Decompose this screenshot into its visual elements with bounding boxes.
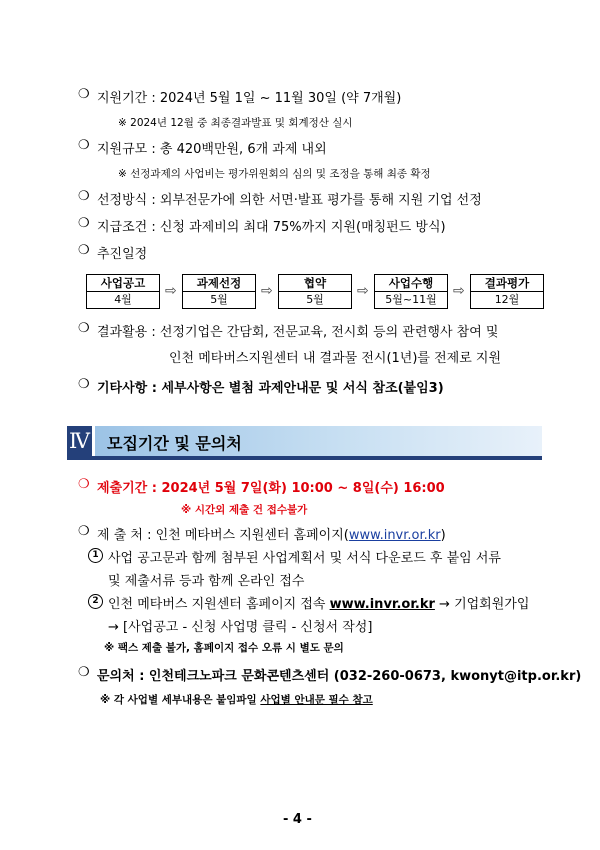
step2-line1: [108, 593, 529, 612]
bullet-icon: ❍: [78, 243, 90, 258]
submission-deadline: 제출기간 : 2024년 5월 7일(화) 10:00 ~ 8일(수) 16:00: [97, 481, 445, 496]
schedule-step-title: 협약: [279, 275, 351, 292]
step1-number: [88, 547, 103, 563]
circled-number: 2: [88, 594, 103, 609]
step1-line2: 및 제출서류 등과 함께 온라인 접수: [108, 574, 305, 589]
arrow-right-icon: ⇨: [453, 283, 465, 299]
submission-place-close: ): [440, 528, 446, 543]
schedule-step: [182, 274, 256, 309]
schedule-label: 추진일정: [97, 247, 148, 262]
arrow-right-icon: ⇨: [357, 283, 369, 299]
support-period-note: ※ 2024년 12월 중 최종결과발표 및 회계정산 실시: [118, 117, 353, 129]
schedule-step: [86, 274, 160, 309]
result-usage-line2: 인천 메타버스지원센터 내 결과물 전시(1년)를 전제로 지원: [169, 351, 502, 366]
support-period: 지원기간 : 2024년 5월 1일 ~ 11월 30일 (약 7개월): [97, 91, 402, 106]
payment-condition: 지급조건 : 신청 과제비의 최대 75%까지 지원(매칭펀드 방식): [97, 220, 446, 235]
final-note: [100, 692, 373, 707]
bullet-icon: ❍: [78, 189, 90, 204]
bullet-icon: ❍: [78, 477, 90, 492]
support-scale-note: ※ 선정과제의 사업비는 평가위원회의 심의 및 조정을 통해 최종 확정: [118, 168, 431, 180]
submission-place-text: 제 출 처 : 인천 메타버스 지원센터 홈페이지(: [97, 528, 349, 543]
bullet-icon: ❍: [78, 665, 90, 680]
circled-number: 1: [88, 548, 103, 563]
schedule-step: [470, 274, 544, 309]
step1-line1: 사업 공고문과 함께 첨부된 사업계획서 및 서식 다운로드 후 붙임 서류: [108, 551, 501, 566]
step2-text: 인천 메타버스 지원센터 홈페이지 접속: [108, 597, 330, 612]
schedule-step-title: 결과평가: [471, 275, 543, 292]
step2-line2: → [사업공고 - 신청 사업명 클릭 - 신청서 작성]: [108, 620, 373, 635]
bullet-icon: ❍: [78, 321, 90, 336]
schedule-step-value: 5월: [210, 293, 228, 306]
selection-method: 선정방식 : 외부전문가에 의한 서면·발표 평가를 통해 지원 기업 선정: [97, 193, 482, 208]
schedule-step: [374, 274, 448, 309]
bullet-icon: ❍: [78, 377, 90, 392]
bullet-icon: ❍: [78, 216, 90, 231]
schedule-step-title: 사업수행: [375, 275, 447, 292]
other-matters: 기타사항 : 세부사항은 별첨 과제안내문 및 서식 참조(붙임3): [97, 381, 444, 396]
section-underline: [67, 456, 542, 460]
schedule-step-value: 12월: [494, 293, 520, 306]
submission-deadline-note: ※ 시간외 제출 건 접수불가: [181, 504, 308, 516]
schedule-step-title: 사업공고: [87, 275, 159, 292]
section-title: 모집기간 및 문의처: [107, 434, 242, 453]
arrow-right-icon: ⇨: [165, 283, 177, 299]
support-scale: 지원규모 : 총 420백만원, 6개 과제 내외: [97, 142, 327, 157]
page-number: - 4 -: [283, 812, 312, 827]
invr-website-link[interactable]: www.invr.or.kr: [348, 528, 441, 543]
bullet-icon: ❍: [78, 138, 90, 153]
section-number: Ⅳ: [67, 426, 92, 456]
final-note-text: ※ 각 사업별 세부내용은 붙임파일: [100, 694, 261, 706]
invr-link[interactable]: www.invr.or.kr: [329, 597, 435, 612]
schedule-step: [278, 274, 352, 309]
schedule-step-value: 4월: [114, 293, 132, 306]
schedule-step-value: 5월~11월: [385, 293, 437, 306]
final-note-underlined: 사업별 안내문 필수 참고: [260, 694, 373, 706]
arrow-right-icon: ⇨: [261, 283, 273, 299]
fax-note: ※ 팩스 제출 불가, 홈페이지 접수 오류 시 별도 문의: [104, 642, 344, 654]
bullet-icon: ❍: [78, 524, 90, 539]
submission-place: [97, 524, 446, 543]
schedule-step-value: 5월: [306, 293, 324, 306]
step2-join: → 기업회원가입: [434, 597, 530, 612]
step2-number: [88, 593, 103, 609]
bullet-icon: ❍: [78, 87, 90, 102]
result-usage-line1: 결과활용 : 선정기업은 간담회, 전문교육, 전시회 등의 관련행사 참여 및: [97, 325, 499, 340]
contact-info: 문의처 : 인천테크노파크 문화콘텐츠센터 (032-260-0673, kwonyt@itp.or.kr): [97, 669, 582, 684]
schedule-step-title: 과제선정: [183, 275, 255, 292]
